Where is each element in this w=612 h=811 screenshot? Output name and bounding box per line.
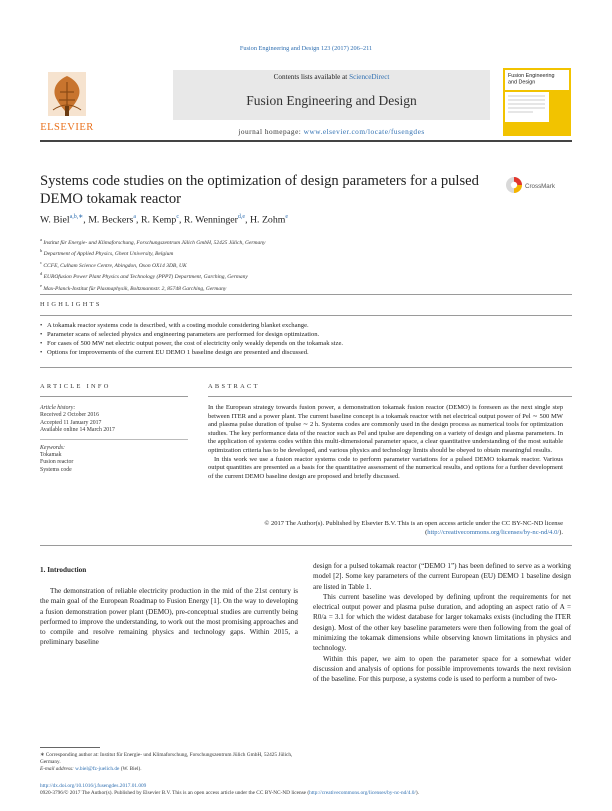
doi-link[interactable]: http://dx.doi.org/10.1016/j.fusengdes.2017.01.009 — [40, 783, 147, 789]
body-column-right — [313, 561, 571, 685]
author-name[interactable]: W. Biel — [40, 214, 70, 226]
author-affil-mark[interactable]: a — [133, 214, 137, 220]
svg-text:Fusion Engineering: Fusion Engineering — [508, 73, 555, 79]
body-paragraph: design for a pulsed tokamak reactor (“DEMO 1”) has been defined to serve as a working model [2]. Some key parameters of the current European (EU) DEMO 1 baseline design are listed in Table 1. — [313, 562, 571, 591]
abstract-paragraph: In this work we use a fusion reactor systems code to perform parameter variations for a pulsed DEMO tokamak reactor. Various output quantities are presented as a basis for the quantitative assessment of the numerical results, and options for a further development of the current DEMO baseline design are proposed and briefly discussed. — [208, 455, 563, 480]
journal-homepage — [173, 127, 490, 136]
footnote-rule — [40, 747, 100, 748]
body-paragraph: The demonstration of reliable electricity production in the mid of the 21st century is the main goal of the European Roadmap to Fusion Energy [1]. On the way to developing a fusion demonstration power plant (DEMO), pre-conceptual studies are currently being performed to improve the understanding, to work out the most promising approaches and to compile and resolve remaining physics and technology gaps. Within 2015, a preliminary baseline — [40, 587, 298, 647]
history-received: Received 2 October 2016 — [40, 412, 100, 419]
highlight-item: • A tokamak reactor systems code is described, with a costing module considering blanket exchange. — [40, 321, 580, 330]
divider — [208, 396, 572, 397]
body-paragraph: This current baseline was developed by defining upfront the requirements for net electrical output power and plasma pulse duration, and adopting an aspect ratio of A = R0/a = 3.1 for which the widest database for larger tokamaks exists (including the ITER design). Most of the other key baseline parameters were then following from the goal of minimizing the tokamak dimensions while observing known limitations in physics and technology. — [313, 592, 571, 653]
article-info — [40, 405, 188, 474]
sciencedirect-link[interactable]: ScienceDirect — [349, 73, 390, 81]
journal-reference[interactable]: Fusion Engineering and Design 123 (2017) 206–211 — [239, 45, 373, 52]
article-info-heading: ARTICLE INFO — [40, 383, 111, 390]
keyword: Fusion reactor — [40, 459, 74, 466]
elsevier-logo — [40, 70, 150, 134]
header-rule — [40, 140, 572, 142]
author-affil-mark[interactable]: a,b,∗ — [69, 214, 84, 220]
contents-line — [173, 73, 490, 81]
author-affil-mark[interactable]: e — [285, 214, 289, 220]
body-column-left — [40, 586, 298, 648]
homepage-link[interactable]: www.elsevier.com/locate/fusengdes — [303, 127, 425, 136]
history-label: Article history: — [40, 405, 76, 411]
license-link[interactable]: http://creativecommons.org/licenses/by-nc-nd/4.0/ — [427, 528, 560, 536]
divider — [40, 439, 188, 440]
keyword: Tokamak — [40, 452, 62, 459]
author-name[interactable]: R. Kemp — [140, 214, 177, 226]
affiliation: $^d$ EUROfusion Power Plant Physics and Technology (PPPT) Department, Garching, Germany — [40, 271, 248, 281]
history-online: Available online 14 March 2017 — [40, 427, 115, 434]
issn-line — [40, 790, 572, 797]
highlight-item: • Parameter scans of selected physics and engineering parameters are performed for design optimization. — [40, 330, 580, 339]
author-name[interactable]: H. Zohm — [249, 214, 286, 226]
issn-close: ). — [415, 790, 419, 797]
email-label: E-mail address: — [40, 766, 76, 772]
svg-text:ELSEVIER: ELSEVIER — [40, 122, 94, 133]
divider — [40, 294, 572, 295]
corresponding-author-note: ∗ Corresponding author at: Institut für Energie- und Klimaforschung, Forschungszentrum Jülich GmbH, 52425 Jülich, Germany. — [40, 752, 293, 765]
license-close: ). — [559, 528, 563, 536]
affiliation: $^b$ Department of Applied Physics, Ghent University, Belgium — [40, 248, 174, 258]
abstract-body — [208, 404, 563, 481]
highlights-heading: HIGHLIGHTS — [40, 301, 102, 308]
keyword: Systems code — [40, 466, 72, 473]
author-affil-mark[interactable]: c — [176, 214, 179, 220]
abstract-paragraph: In the European strategy towards fusion power, a demonstration tokamak fusion reactor (DEMO) is foreseen as the next single step between ITER and a power plant. The current baseline concept is a tokamak reactor with net electrical output power of Pel ∼ 500 MW and plasma pulse duration of tpulse ∼ 2 h. Systems codes are commonly used in the design process as numerical tools for optimization studies. The key performance data of the reactor such as Pel and tpulse are depending on a variety of design and plasma parameters. In the application of systems codes within this multi-dimensional parameter space, a clear quantitative understanding of the most suitable optimization criteria has to be developed, and various physics and technology limits should be obeyed to obtain meaningful results. — [208, 404, 563, 454]
affiliation: $^e$ Max-Planck-Institut für Plasmaphysik, Boltzmannstr. 2, 85748 Garching, Germany — [40, 282, 227, 292]
highlight-item: • Options for improvements of the current EU DEMO 1 baseline design are presented and discussed. — [40, 348, 580, 357]
issn-text: 0920-3796/© 2017 The Author(s). Published by Elsevier B.V. This is an open access article under the CC BY-NC-ND license ( — [40, 790, 310, 797]
author-list: W. Biel$^{a,b,∗}$, M. Beckers$^a$, R. Kemp$^c$, R. Wenninger$^{d,e}$, H. Zohm$^e$ — [40, 214, 289, 226]
affiliation: $^c$ CCFE, Culham Science Centre, Abingdon, Oxon OX14 3DB, UK — [40, 259, 187, 269]
section-heading: 1. Introduction — [40, 566, 87, 574]
journal-cover-image — [503, 68, 571, 136]
highlight-item: • For cases of 500 MW net electric output power, the cost of electricity only weakly depends on the tokamak size. — [40, 339, 580, 348]
abstract-license — [208, 520, 563, 537]
abstract-heading: ABSTRACT — [208, 383, 260, 390]
divider — [40, 315, 572, 316]
email-suffix: (W. Biel). — [119, 766, 142, 772]
doi-issn-block — [40, 783, 572, 797]
body-paragraph: Within this paper, we aim to open the parameter space for a somewhat wider discussion and analysis of options for possible improvements towards the next revision of the baseline. For this purpose, a systems code is used to perform a number of two- — [313, 654, 571, 684]
divider — [40, 396, 188, 397]
history-accepted: Accepted 11 January 2017 — [40, 419, 102, 426]
author-affil-mark[interactable]: d,e — [237, 214, 246, 220]
divider — [40, 367, 572, 368]
svg-text:and Design: and Design — [508, 79, 536, 86]
affiliation: $^a$ Institut für Energie- und Klimaforschung, Forschungszentrum Jülich GmbH, 52425 Jülich, Germany — [40, 237, 266, 246]
crossmark-badge[interactable] — [505, 176, 565, 194]
article-title: Systems code studies on the optimization of design parameters for a pulsed DEMO tokamak reactor — [40, 173, 479, 207]
highlights-list — [40, 321, 580, 357]
crossmark-label: CrossMark — [525, 183, 555, 190]
divider — [40, 545, 572, 546]
email-line — [40, 766, 298, 773]
license-text: © 2017 The Author(s). Published by Elsevier B.V. This is an open access article under the CC BY-NC-ND license ( — [264, 520, 563, 536]
email-link[interactable]: w.biel@fz-juelich.de — [75, 766, 120, 772]
contents-prefix: Contents lists available at — [273, 73, 350, 81]
journal-name: Fusion Engineering and Design — [246, 93, 417, 108]
affiliations — [40, 236, 265, 293]
keywords-label: Keywords: — [40, 444, 65, 451]
homepage-prefix: journal homepage: — [238, 127, 304, 136]
issn-license-link[interactable]: http://creativecommons.org/licenses/by-nc-nd/4.0/ — [309, 790, 416, 797]
author-name[interactable]: R. Wenninger — [183, 214, 238, 226]
author-name[interactable]: M. Beckers — [88, 214, 134, 226]
footnote — [40, 752, 298, 773]
